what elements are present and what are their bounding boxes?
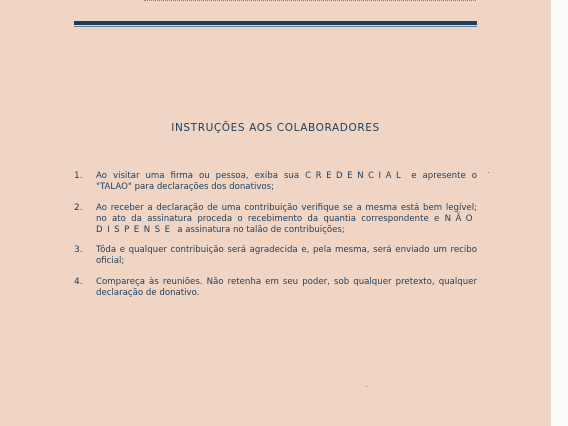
item-text-part: Ao receber a declaração de uma contribuição verifique se a mesma está bem legível; no ato da assinatura proceda o recebimento da quantia correspondente e: [96, 203, 477, 224]
item-number: 3.: [74, 245, 83, 255]
item-text-part: Ao visitar uma firma ou pessoa, exiba sua: [96, 171, 300, 181]
item-text: [96, 171, 477, 193]
instruction-item-2: [74, 203, 477, 236]
instruction-item-3: [74, 245, 477, 267]
item-number: 2.: [74, 203, 83, 213]
top-dotted-line: [144, 0, 476, 1]
paper-speck: [488, 172, 489, 173]
item-text-part: a assinatura no talão de contribuições;: [177, 225, 345, 235]
item-text: Tôda e qualquer contribuição será agradecida e, pela mesma, será enviado um recibo oficial;: [96, 245, 477, 266]
instruction-item-1: [74, 171, 477, 193]
item-spaced-word: NÃO DISPENSE: [96, 214, 478, 235]
item-text: Compareça às reuniões. Não retenha em seu poder, sob qualquer pretexto, qualquer declaração de donativo.: [96, 277, 477, 298]
item-text-part: e apresente o "TALAO" para declarações dos donativos;: [96, 171, 478, 192]
item-number: 1.: [74, 171, 83, 181]
instruction-item-4: [74, 277, 477, 299]
paper-speck: [366, 386, 367, 387]
item-spaced-word: CREDENCIAL: [305, 171, 406, 181]
page-edge: [551, 0, 568, 426]
item-text: [96, 203, 477, 236]
instructions-heading: INSTRUÇÕES AOS COLABORADORES: [171, 122, 380, 134]
header-rule: [74, 21, 477, 25]
item-number: 4.: [74, 277, 83, 287]
header-rule-thin: [74, 26, 477, 27]
